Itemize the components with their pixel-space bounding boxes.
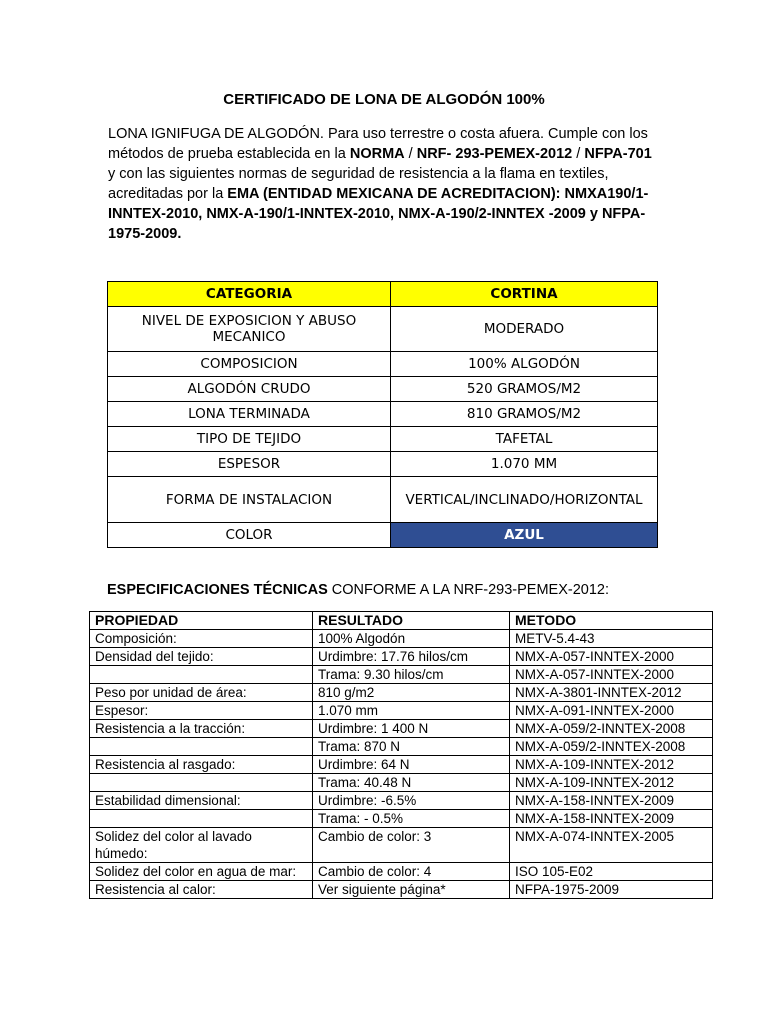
spec-metodo: ISO 105-E02 (510, 863, 713, 881)
spec-resultado: 100% Algodón (313, 630, 510, 648)
spec-metodo: NMX-A-109-INNTEX-2012 (510, 756, 713, 774)
spec-resultado: Urdimbre: 1 400 N (313, 720, 510, 738)
spec-resultado: Ver siguiente página* (313, 881, 510, 899)
spec-resultado: Urdimbre: 64 N (313, 756, 510, 774)
spec-resultado: 810 g/m2 (313, 684, 510, 702)
spec-resultado: 1.070 mm (313, 702, 510, 720)
spec-header-propiedad: PROPIEDAD (90, 612, 313, 630)
category-row (108, 477, 658, 523)
table-row (90, 774, 713, 792)
category-row (108, 352, 658, 377)
intro-nfpa: NFPA-701 (584, 146, 652, 162)
category-label: ALGODÓN CRUDO (108, 377, 391, 402)
spec-table (89, 611, 713, 899)
spec-propiedad: Estabilidad dimensional: (90, 792, 313, 810)
intro-text-1: LONA IGNIFUGA DE ALGODÓN. Para uso terrestre o costa afuera. Cumple con los métodos de prueba establecida en la (108, 126, 648, 162)
spec-propiedad: Solidez del color en agua de mar: (90, 863, 313, 881)
category-header-categoria: CATEGORIA (108, 282, 391, 307)
table-row (90, 666, 713, 684)
category-label: COMPOSICION (108, 352, 391, 377)
spec-metodo: NMX-A-3801-INNTEX-2012 (510, 684, 713, 702)
table-row (90, 630, 713, 648)
spec-propiedad (90, 738, 313, 756)
document-title: CERTIFICADO DE LONA DE ALGODÓN 100% (223, 91, 545, 108)
spec-resultado: Trama: - 0.5% (313, 810, 510, 828)
spec-metodo: NMX-A-057-INNTEX-2000 (510, 648, 713, 666)
category-label: LONA TERMINADA (108, 402, 391, 427)
category-header-cortina: CORTINA (391, 282, 658, 307)
category-value: MODERADO (391, 307, 658, 352)
spec-metodo: NMX-A-109-INNTEX-2012 (510, 774, 713, 792)
table-row (90, 792, 713, 810)
spec-propiedad: Densidad del tejido: (90, 648, 313, 666)
intro-text-3: / (572, 146, 585, 162)
category-value: 1.070 MM (391, 452, 658, 477)
category-row (108, 452, 658, 477)
spec-resultado: Trama: 870 N (313, 738, 510, 756)
spec-resultado: Cambio de color: 4 (313, 863, 510, 881)
table-row (90, 684, 713, 702)
spec-propiedad: Resistencia al calor: (90, 881, 313, 899)
spec-metodo: NMX-A-057-INNTEX-2000 (510, 666, 713, 684)
category-label: TIPO DE TEJIDO (108, 427, 391, 452)
category-value: VERTICAL/INCLINADO/HORIZONTAL (391, 477, 658, 523)
spec-header-row (90, 612, 713, 630)
table-row (90, 810, 713, 828)
intro-text-4: y con las siguientes normas de seguridad de resistencia a la flama en textiles, acreditadas por la (108, 166, 609, 202)
category-row (108, 307, 658, 352)
table-row (90, 828, 713, 863)
category-label: FORMA DE INSTALACION (108, 477, 391, 523)
spec-resultado: Cambio de color: 3 (313, 828, 510, 863)
category-table (107, 281, 658, 548)
spec-propiedad: Resistencia al rasgado: (90, 756, 313, 774)
table-row (90, 738, 713, 756)
category-row (108, 402, 658, 427)
spec-metodo: NMX-A-158-INNTEX-2009 (510, 792, 713, 810)
spec-metodo: NMX-A-158-INNTEX-2009 (510, 810, 713, 828)
spec-propiedad: Resistencia a la tracción: (90, 720, 313, 738)
spec-metodo: METV-5.4-43 (510, 630, 713, 648)
intro-text-2: / (404, 146, 417, 162)
spec-metodo: NMX-A-074-INNTEX-2005 (510, 828, 713, 863)
table-row (90, 881, 713, 899)
category-label: NIVEL DE EXPOSICION Y ABUSO MECANICO (108, 307, 391, 352)
spec-resultado: Urdimbre: 17.76 hilos/cm (313, 648, 510, 666)
spec-resultado: Trama: 9.30 hilos/cm (313, 666, 510, 684)
color-value-azul: AZUL (391, 523, 658, 548)
table-row (90, 756, 713, 774)
spec-metodo: NMX-A-059/2-INNTEX-2008 (510, 720, 713, 738)
intro-paragraph (108, 124, 660, 244)
spec-propiedad (90, 810, 313, 828)
spec-propiedad: Espesor: (90, 702, 313, 720)
intro-ema: EMA (ENTIDAD MEXICANA DE ACREDITACION): NMXA190/1-INNTEX-2010, NMX-A-190/1-INNTEX-2010, NMX-A-190/2-INNTEX -2009 y NFPA- 1975-2009. (108, 186, 649, 242)
spec-propiedad (90, 666, 313, 684)
spec-propiedad (90, 774, 313, 792)
category-value: 520 GRAMOS/M2 (391, 377, 658, 402)
category-value: 100% ALGODÓN (391, 352, 658, 377)
category-row (108, 523, 658, 548)
table-row (90, 702, 713, 720)
spec-metodo: NMX-A-059/2-INNTEX-2008 (510, 738, 713, 756)
table-row (90, 648, 713, 666)
spec-header-metodo: METODO (510, 612, 713, 630)
spec-metodo: NFPA-1975-2009 (510, 881, 713, 899)
table-row (90, 863, 713, 881)
table-row (90, 720, 713, 738)
category-label: ESPESOR (108, 452, 391, 477)
spec-title (107, 582, 609, 598)
category-row (108, 377, 658, 402)
spec-header-resultado: RESULTADO (313, 612, 510, 630)
spec-propiedad: Solidez del color al lavado húmedo: (90, 828, 313, 863)
spec-resultado: Trama: 40.48 N (313, 774, 510, 792)
intro-nrf: NRF- 293-PEMEX-2012 (416, 146, 573, 162)
category-value: 810 GRAMOS/M2 (391, 402, 658, 427)
spec-title-rest: CONFORME A LA NRF-293-PEMEX-2012: (327, 582, 609, 598)
category-value: TAFETAL (391, 427, 658, 452)
category-header-row (108, 282, 658, 307)
spec-metodo: NMX-A-091-INNTEX-2000 (510, 702, 713, 720)
intro-norma: NORMA (349, 146, 405, 162)
spec-resultado: Urdimbre: -6.5% (313, 792, 510, 810)
spec-propiedad: Composición: (90, 630, 313, 648)
spec-title-bold: ESPECIFICACIONES TÉCNICAS (107, 582, 328, 598)
spec-propiedad: Peso por unidad de área: (90, 684, 313, 702)
category-label: COLOR (108, 523, 391, 548)
category-row (108, 427, 658, 452)
